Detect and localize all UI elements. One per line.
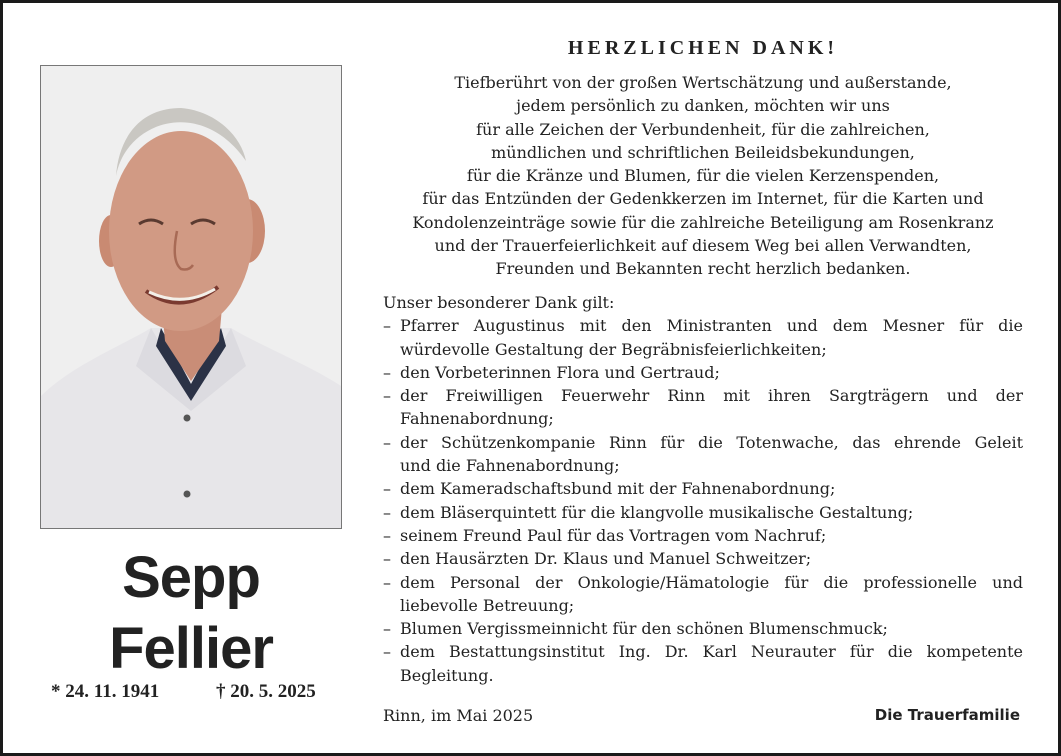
place-date: Rinn, im Mai 2025 bbox=[383, 706, 534, 725]
thanks-item bbox=[383, 384, 1023, 431]
dash-bullet: – bbox=[383, 525, 391, 545]
dash-bullet: – bbox=[383, 316, 391, 336]
thanks-line: Blumen Vergissmeinnicht für den schönen Blumenschmuck; bbox=[400, 619, 888, 639]
portrait-illustration bbox=[41, 66, 341, 528]
dash-bullet: – bbox=[383, 432, 391, 452]
intro-line: Kondolenzeinträge sowie für die zahlreiche Beteiligung am Rosenkranz bbox=[412, 212, 994, 232]
intro-line: jedem persönlich zu danken, möchten wir uns bbox=[516, 96, 890, 116]
headline: HERZLICHEN DANK! bbox=[567, 37, 839, 59]
thanks-line: liebevolle Betreuung; bbox=[400, 595, 575, 615]
intro-line: Freunden und Bekannten recht herzlich bedanken. bbox=[495, 259, 911, 279]
intro-line: mündlichen und schriftlichen Beileidsbekundungen, bbox=[491, 142, 915, 162]
thanks-line: dem Bestattungsinstitut Ing. Dr. Karl Neurauter für die kompetente bbox=[400, 642, 1023, 662]
special-thanks bbox=[383, 291, 1023, 687]
dash-bullet: – bbox=[383, 479, 391, 499]
death-date: † 20. 5. 2025 bbox=[216, 681, 316, 702]
signature: Die Trauerfamilie bbox=[874, 706, 1020, 724]
thanks-line: Pfarrer Augustinus mit den Ministranten und dem Mesner für die bbox=[400, 316, 1023, 336]
thanks-line: der Schützenkompanie Rinn für die Totenwache, das ehrende Geleit bbox=[400, 432, 1023, 452]
thanks-item bbox=[383, 640, 1023, 687]
thanks-item bbox=[383, 361, 1023, 384]
thanks-line: würdevolle Gestaltung der Begräbnisfeierlichkeiten; bbox=[400, 339, 827, 359]
thanks-item bbox=[383, 524, 1023, 547]
last-name: Fellier bbox=[109, 616, 273, 681]
intro-line: für die Kränze und Blumen, für die vielen Kerzenspenden, bbox=[466, 166, 940, 186]
dash-bullet: – bbox=[383, 619, 391, 639]
dash-bullet: – bbox=[383, 502, 391, 522]
intro-line: und der Trauerfeierlichkeit auf diesem Weg bei allen Verwandten, bbox=[434, 236, 972, 256]
thanks-item bbox=[383, 617, 1023, 640]
thanks-line: der Freiwilligen Feuerwehr Rinn mit ihren Sargträgern und der bbox=[400, 386, 1023, 406]
thanks-line: dem Personal der Onkologie/Hämatologie für die professionelle und bbox=[400, 572, 1023, 592]
thanks-item bbox=[383, 314, 1023, 361]
birth-date: * 24. 11. 1941 bbox=[51, 681, 160, 702]
thanks-line: den Vorbeterinnen Flora und Gertraud; bbox=[400, 362, 720, 382]
special-thanks-lead: Unser besonderer Dank gilt: bbox=[383, 293, 615, 312]
dash-bullet: – bbox=[383, 642, 391, 662]
thanks-line: dem Bläserquintett für die klangvolle musikalische Gestaltung; bbox=[400, 502, 914, 522]
intro-line: für das Entzünden der Gedenkkerzen im Internet, für die Karten und bbox=[422, 189, 984, 209]
intro-text bbox=[375, 71, 1031, 281]
thanks-line: dem Kameradschaftsbund mit der Fahnenabordnung; bbox=[400, 479, 836, 499]
first-name: Sepp bbox=[122, 545, 260, 610]
thanks-item bbox=[383, 501, 1023, 524]
thanks-line: Fahnenabordnung; bbox=[400, 409, 554, 429]
thanks-line: und die Fahnenabordnung; bbox=[400, 456, 620, 476]
portrait-photo bbox=[40, 65, 342, 529]
thanks-item bbox=[383, 477, 1023, 500]
thanks-item bbox=[383, 431, 1023, 478]
intro-line: für alle Zeichen der Verbundenheit, für die zahlreichen, bbox=[476, 119, 930, 139]
thanks-item bbox=[383, 571, 1023, 618]
intro-line: Tiefberührt von der großen Wertschätzung und außerstande, bbox=[454, 73, 952, 92]
thanks-line: Begleitung. bbox=[400, 665, 494, 685]
thanks-item bbox=[383, 547, 1023, 570]
dash-bullet: – bbox=[383, 362, 391, 382]
dash-bullet: – bbox=[383, 386, 391, 406]
dash-bullet: – bbox=[383, 549, 391, 569]
thanks-line: seinem Freund Paul für das Vortragen vom Nachruf; bbox=[400, 525, 827, 545]
thanks-line: den Hausärzten Dr. Klaus und Manuel Schweitzer; bbox=[400, 549, 812, 569]
dash-bullet: – bbox=[383, 572, 391, 592]
